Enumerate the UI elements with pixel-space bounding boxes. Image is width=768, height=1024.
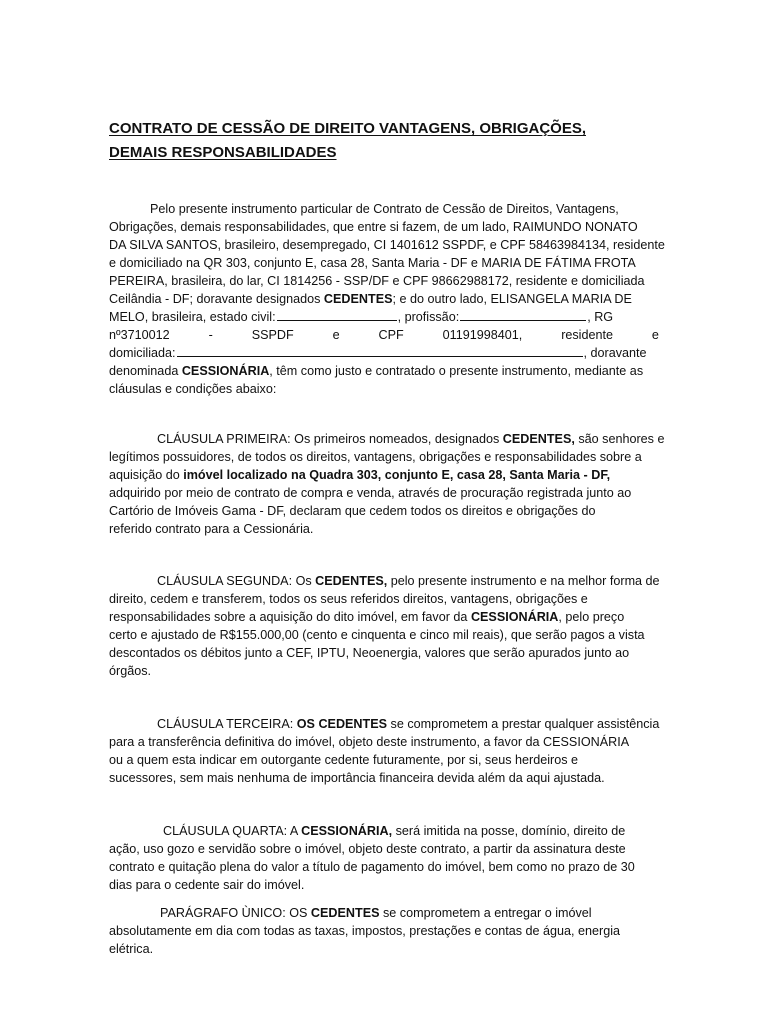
text-line: e domiciliado na QR 303, conjunto E, casa 28, Santa Maria - DF e MARIA DE FÁTIMA FROTA <box>109 256 636 270</box>
clause-first <box>109 430 665 538</box>
bold-term: imóvel localizado na Quadra 303, conjunto E, casa 28, Santa Maria - DF, <box>183 468 611 482</box>
text-line: Obrigações, demais responsabilidades, que entre si fazem, de um lado, RAIMUNDO NONATO <box>109 220 638 234</box>
bold-term: CESSIONÁRIA <box>470 610 559 624</box>
text-line: certo e ajustado de R$155.000,00 (cento e cinquenta e cinco mil reais), que serão pagos a vista <box>109 628 645 642</box>
text-line: CLÁUSULA SEGUNDA: Os CEDENTES, pelo presente instrumento e na melhor forma de <box>157 574 660 588</box>
bold-term: CEDENTES <box>310 906 380 920</box>
text-line: ação, uso gozo e servidão sobre o imóvel, objeto deste contrato, a partir da assinatura deste <box>109 842 626 856</box>
text-line: elétrica. <box>109 942 154 956</box>
clause-second <box>109 572 659 680</box>
text-line: DA SILVA SANTOS, brasileiro, desempregado, CI 1401612 SSPDF, e CPF 58463984134, residente <box>109 238 665 252</box>
bold-term: CESSIONÁRIA <box>181 364 270 378</box>
preamble-paragraph <box>109 200 665 398</box>
sole-paragraph <box>109 904 659 958</box>
text-line: responsabilidades sobre a aquisição do dito imóvel, em favor da CESSIONÁRIA, pelo preço <box>109 610 625 624</box>
text-line: MELO, brasileira, estado civil: , profissão: , RG <box>109 310 614 324</box>
text-line: direito, cedem e transferem, todos os seus referidos direitos, vantagens, obrigações e <box>109 592 588 606</box>
text-line: CLÁUSULA TERCEIRA: OS CEDENTES se comprometem a prestar qualquer assistência <box>157 717 660 731</box>
text-line: Ceilândia - DF; doravante designados CEDENTES; e do outro lado, ELISANGELA MARIA DE <box>109 292 632 306</box>
text-line: CLÁUSULA PRIMEIRA: Os primeiros nomeados, designados CEDENTES, são senhores e <box>157 432 665 446</box>
bold-term: CEDENTES <box>323 292 393 306</box>
text-line: descontados os débitos junto a CEF, IPTU, Neoenergia, valores que serão apurados junto ao <box>109 646 630 660</box>
bold-term: CEDENTES, <box>502 432 575 446</box>
contract-title <box>109 117 669 165</box>
text-line: aquisição do imóvel localizado na Quadra 303, conjunto E, casa 28, Santa Maria - DF, <box>109 468 611 482</box>
text-line: contrato e quitação plena do valor a título de pagamento do imóvel, bem como no prazo de 30 <box>109 860 635 874</box>
text-line: nº3710012 - SSPDF e CPF 01191998401, residente e <box>109 328 659 342</box>
text-line: domiciliada: , doravante <box>109 346 647 360</box>
blank-field-profession <box>460 308 586 321</box>
title-line-1: CONTRATO DE CESSÃO DE DIREITO VANTAGENS, OBRIGAÇÕES, <box>109 120 586 137</box>
blank-field-address <box>177 344 583 357</box>
text-line: PARÁGRAFO ÙNICO: OS CEDENTES se comprometem a entregar o imóvel <box>160 906 592 920</box>
text-line: legítimos possuidores, de todos os direitos, vantagens, obrigações e responsabilidades sobre a <box>109 450 642 464</box>
text-line: Pelo presente instrumento particular de Contrato de Cessão de Direitos, Vantagens, <box>150 202 619 216</box>
text-line: órgãos. <box>109 664 152 678</box>
text-line: cláusulas e condições abaixo: <box>109 382 277 396</box>
text-line: dias para o cedente sair do imóvel. <box>109 878 305 892</box>
text-line: para a transferência definitiva do imóvel, objeto deste instrumento, a favor da CESSIONÁRIA <box>109 735 630 749</box>
bold-term: CESSIONÁRIA, <box>301 824 393 838</box>
clause-fourth <box>109 822 659 894</box>
clause-third <box>109 715 659 787</box>
text-line: CLÁUSULA QUARTA: A CESSIONÁRIA, será imitida na posse, domínio, direito de <box>163 824 626 838</box>
text-line: ou a quem esta indicar em outorgante cedente futuramente, por si, seus herdeiros e <box>109 753 579 767</box>
text-line: PEREIRA, brasileira, do lar, CI 1814256 - SSP/DF e CPF 98662988172, residente e domiciliada <box>109 274 645 288</box>
text-line: adquirido por meio de contrato de compra e venda, através de procuração registrada junto ao <box>109 486 632 500</box>
text-line: referido contrato para a Cessionária. <box>109 522 314 536</box>
text-line: denominada CESSIONÁRIA, têm como justo e contratado o presente instrumento, mediante as <box>109 364 644 378</box>
title-line-2: DEMAIS RESPONSABILIDADES <box>109 144 337 161</box>
blank-field-civil-status <box>277 308 397 321</box>
text-line: Cartório de Imóveis Gama - DF, declaram que cedem todos os direitos e obrigações do <box>109 504 596 518</box>
text-line: sucessores, sem mais nenhuma de importância financeira devida além da aqui ajustada. <box>109 771 605 785</box>
text-line: absolutamente em dia com todas as taxas, impostos, prestações e contas de água, energia <box>109 924 621 938</box>
bold-term: CEDENTES, <box>315 574 388 588</box>
bold-term: OS CEDENTES <box>296 717 388 731</box>
